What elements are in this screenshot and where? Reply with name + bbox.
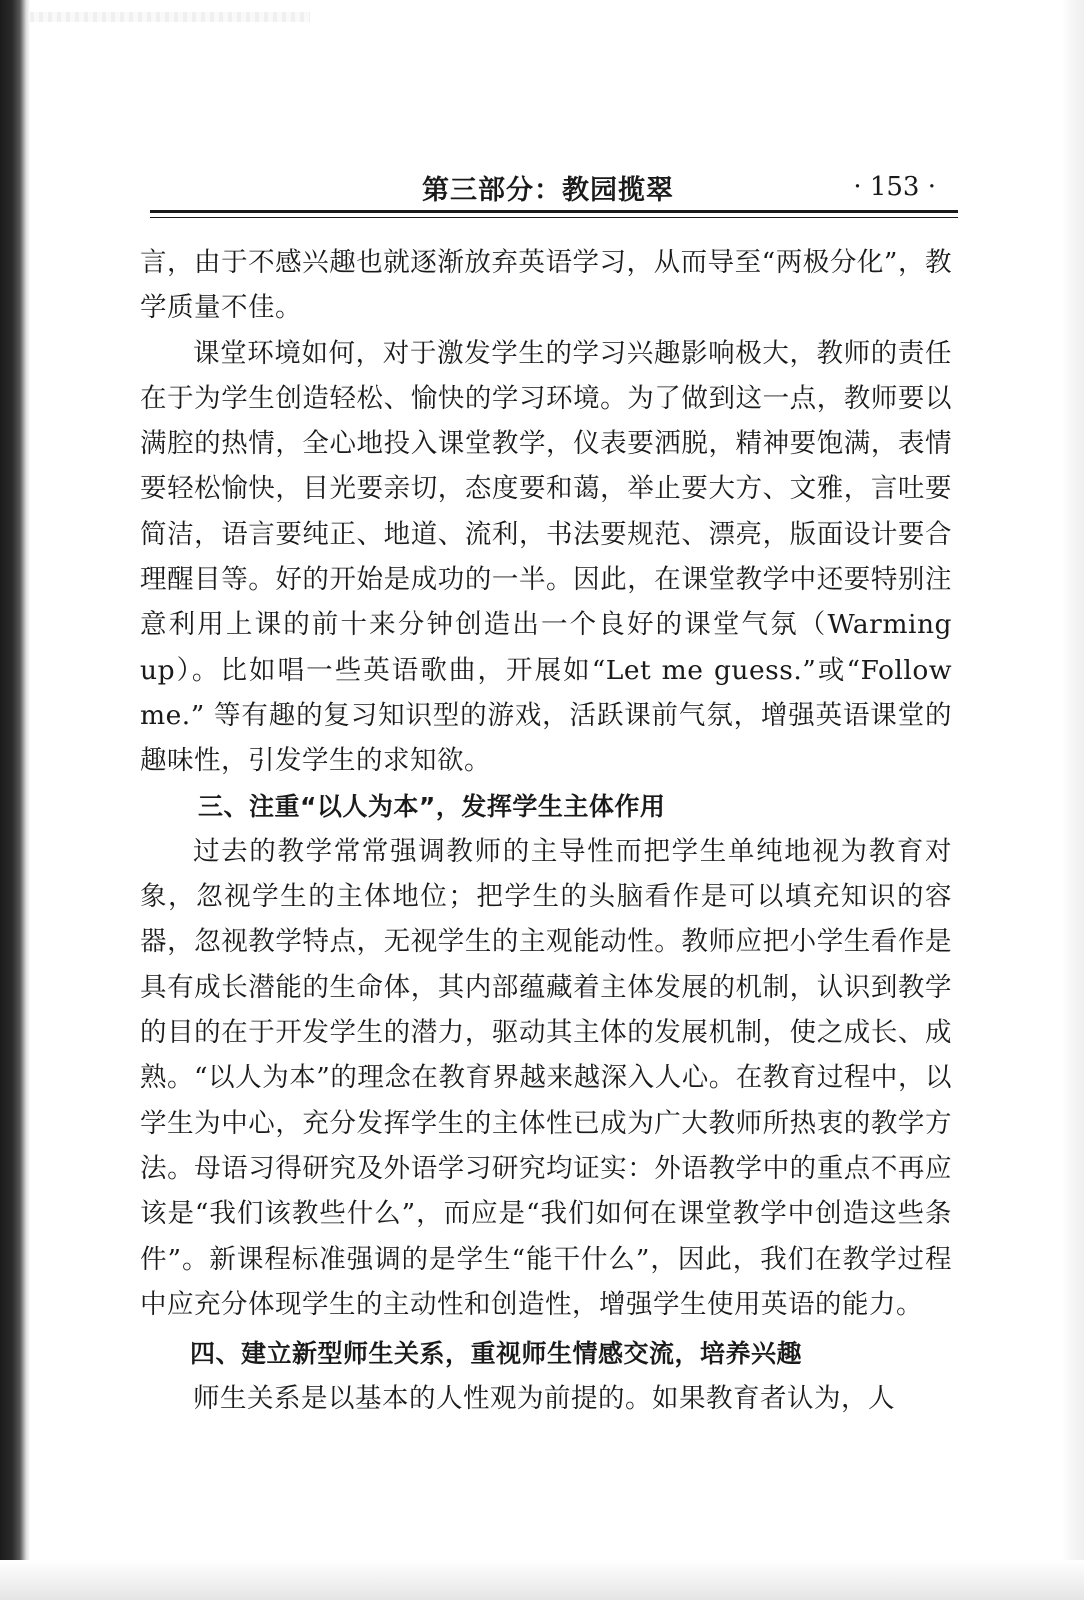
running-title: 第三部分：教园揽翠 xyxy=(422,175,674,206)
header-rule-thin xyxy=(150,217,958,218)
paragraph-continuation: 言，由于不感兴趣也就逐渐放弃英语学习，从而导至“两极分化”，教学质量不佳。 xyxy=(140,247,952,324)
page-right-edge xyxy=(1062,0,1084,1600)
scan-binding-shadow xyxy=(0,0,30,1600)
faint-top-marks xyxy=(30,12,310,22)
page-bottom-shadow xyxy=(0,1560,1084,1600)
paragraph-classroom-environment: 课堂环境如何，对于激发学生的学习兴趣影响极大，教师的责任在于为学生创造轻松、愉快的学习环境。为了做到这一点，教师要以满腔的热情，全心地投入课堂教学，仪表要洒脱，精神要饱满，表情要轻松愉快，目光要亲切，态度要和蔼，举止要大方、文雅，言吐要简洁，语言要纯正、地道、流利，书法要规范、漂亮，版面设计要合理醒目等。好的开始是成功的一半。因此，在课堂教学中还要特别注意利用上课的前十来分钟创造出一个良好的课堂气氛（Warming up）。比如唱一些英语歌曲，开展如“Let me guess.”或“Follow me.” 等有趣的复习知识型的游戏，活跃课前气氛，增强英语课堂的趣味性，引发学生的求知欲。 xyxy=(140,337,952,777)
running-header xyxy=(152,168,960,210)
header-rule-thick xyxy=(150,210,958,213)
section-heading-4: 四、建立新型师生关系，重视师生情感交流，培养兴趣 xyxy=(190,1339,803,1369)
body-text xyxy=(140,240,952,1422)
section-heading-3: 三、注重“以人为本”，发挥学生主体作用 xyxy=(198,791,666,821)
page-number: · 153 · xyxy=(853,172,936,202)
paragraph-student-centered: 过去的教学常常强调教师的主导性而把学生单纯地视为教育对象，忽视学生的主体地位；把学生的头脑看作是可以填充知识的容器，忽视教学特点，无视学生的主观能动性。教师应把小学生看作是具有成长潜能的生命体，其内部蕴藏着主体发展的机制，认识到教学的目的在于开发学生的潜力，驱动其主体的发展机制，使之成长、成熟。“以人为本”的理念在教育界越来越深入人心。在教育过程中，以学生为中心，充分发挥学生的主体性已成为广大教师所热衷的教学方法。母语习得研究及外语学习研究均证实：外语教学中的重点不再应该是“我们该教些什么”，而应是“我们如何在课堂教学中创造这些条件”。新课程标准强调的是学生“能干什么”，因此，我们在教学过程中应充分体现学生的主动性和创造性，增强学生使用英语的能力。 xyxy=(140,835,952,1320)
paragraph-teacher-student-relation: 师生关系是以基本的人性观为前提的。如果教育者认为，人 xyxy=(193,1383,895,1415)
